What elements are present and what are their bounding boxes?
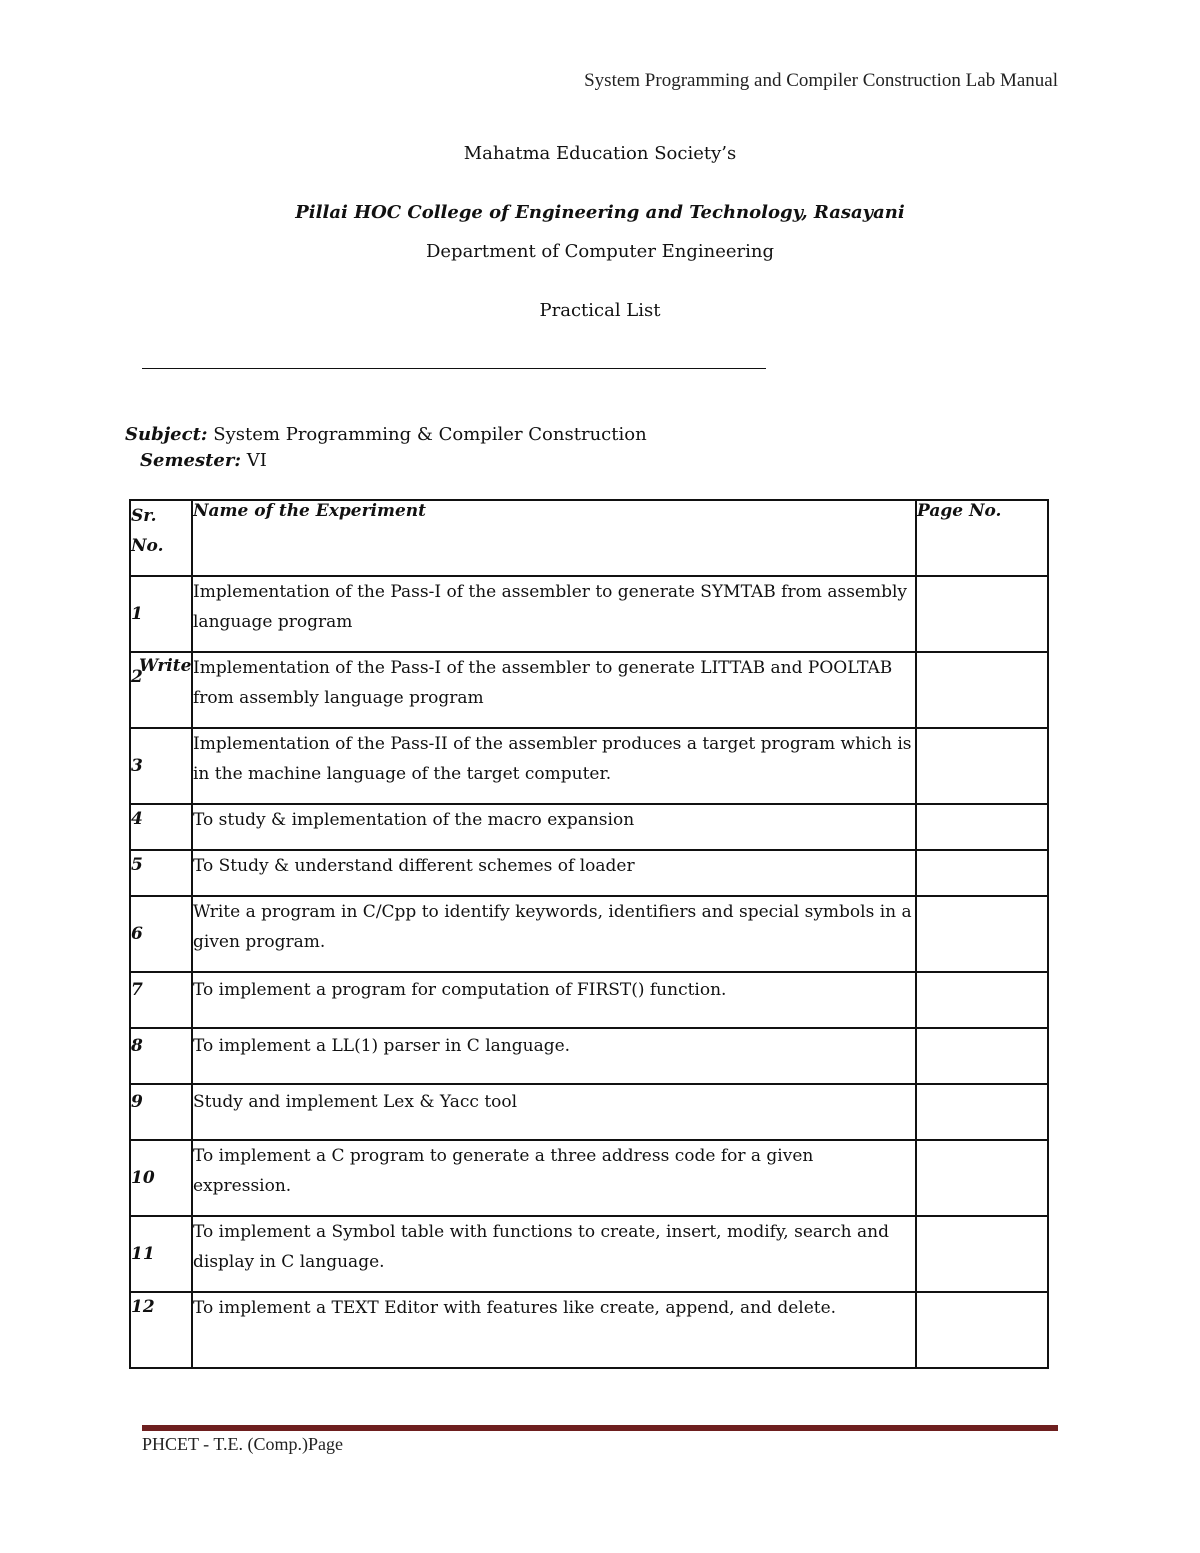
row-experiment-name: To Study & understand different schemes of loader xyxy=(192,850,916,896)
department-name: Department of Computer Engineering xyxy=(425,241,775,262)
row-page-no xyxy=(916,1140,1048,1216)
row-experiment-name: To implement a program for computation of FIRST() function. xyxy=(192,972,916,1028)
table-row xyxy=(130,1140,1048,1216)
table-row xyxy=(130,972,1048,1028)
row-page-no xyxy=(916,896,1048,972)
semester-line xyxy=(140,450,267,471)
row-page-no xyxy=(916,804,1048,850)
row-experiment-name: Implementation of the Pass-I of the assembler to generate SYMTAB from assembly language program xyxy=(192,576,916,652)
row-sr-no: 4 xyxy=(130,804,192,850)
row-experiment-name: Study and implement Lex & Yacc tool xyxy=(192,1084,916,1140)
table-row xyxy=(130,1084,1048,1140)
footer-bar xyxy=(142,1425,1058,1431)
table-row xyxy=(130,728,1048,804)
row-sr-no: 6 xyxy=(130,896,192,972)
row-experiment-name: To implement a TEXT Editor with features like create, append, and delete. xyxy=(192,1292,916,1368)
table-row xyxy=(130,804,1048,850)
row-page-no xyxy=(916,1292,1048,1368)
table-row xyxy=(130,896,1048,972)
society-name: Mahatma Education Society’s xyxy=(463,143,737,164)
table-row xyxy=(130,1216,1048,1292)
row-page-no xyxy=(916,1084,1048,1140)
row-page-no xyxy=(916,972,1048,1028)
row-sr-no: 8 xyxy=(130,1028,192,1084)
table-row xyxy=(130,576,1048,652)
row-page-no xyxy=(916,576,1048,652)
document-title: Practical List xyxy=(539,300,661,321)
header-sr-line2: No. xyxy=(131,536,164,556)
row-sr-no: 12 xyxy=(130,1292,192,1368)
row-page-no xyxy=(916,1216,1048,1292)
row-experiment-name: Implementation of the Pass-I of the assembler to generate LITTAB and POOLTAB from assembly language program xyxy=(192,652,916,728)
running-header: System Programming and Compiler Construction Lab Manual xyxy=(584,70,1058,91)
experiment-table xyxy=(129,499,1049,1369)
table-row xyxy=(130,1028,1048,1084)
row-sr-no: 1 xyxy=(130,576,192,652)
table-header-row xyxy=(130,500,1048,576)
table-row xyxy=(130,1292,1048,1368)
row-experiment-name: To implement a C program to generate a three address code for a given expression. xyxy=(192,1140,916,1216)
semester-label: Semester: xyxy=(140,450,241,471)
row-sr-no: 7 xyxy=(130,972,192,1028)
header-sr-line1: Sr. xyxy=(131,506,157,526)
row-sr-no: 10 xyxy=(130,1140,192,1216)
subject-line xyxy=(125,424,647,445)
row-page-no xyxy=(916,728,1048,804)
header-page-no: Page No. xyxy=(916,500,1048,576)
row-sr-no: 5 xyxy=(130,850,192,896)
row-page-no xyxy=(916,652,1048,728)
row-sr-value: 2 xyxy=(131,667,143,687)
row-experiment-name: To implement a LL(1) parser in C language. xyxy=(192,1028,916,1084)
row-sr-no: 3 xyxy=(130,728,192,804)
row-page-no xyxy=(916,850,1048,896)
row-sr-no: 11 xyxy=(130,1216,192,1292)
row-experiment-name: Implementation of the Pass-II of the assembler produces a target program which is in the machine language of the target computer. xyxy=(192,728,916,804)
horizontal-rule xyxy=(142,368,766,369)
subject-label: Subject: xyxy=(125,424,208,445)
college-name: Pillai HOC College of Engineering and Technology, Rasayani xyxy=(295,202,905,223)
header-experiment-name: Name of the Experiment xyxy=(192,500,916,576)
header-sr-no xyxy=(130,500,192,576)
subject-value: System Programming & Compiler Construction xyxy=(213,424,647,445)
row-experiment-name: To implement a Symbol table with functions to create, insert, modify, search and display in C language. xyxy=(192,1216,916,1292)
row-sr-no: 9 xyxy=(130,1084,192,1140)
table-row xyxy=(130,850,1048,896)
semester-value: VI xyxy=(246,450,267,471)
footer-text: PHCET - T.E. (Comp.)Page xyxy=(142,1434,343,1454)
row-sr-no xyxy=(130,652,192,728)
table-row xyxy=(130,652,1048,728)
row-experiment-name: To study & implementation of the macro expansion xyxy=(192,804,916,850)
handwritten-note: Write xyxy=(139,656,192,676)
row-page-no xyxy=(916,1028,1048,1084)
row-experiment-name: Write a program in C/Cpp to identify keywords, identifiers and special symbols in a given program. xyxy=(192,896,916,972)
